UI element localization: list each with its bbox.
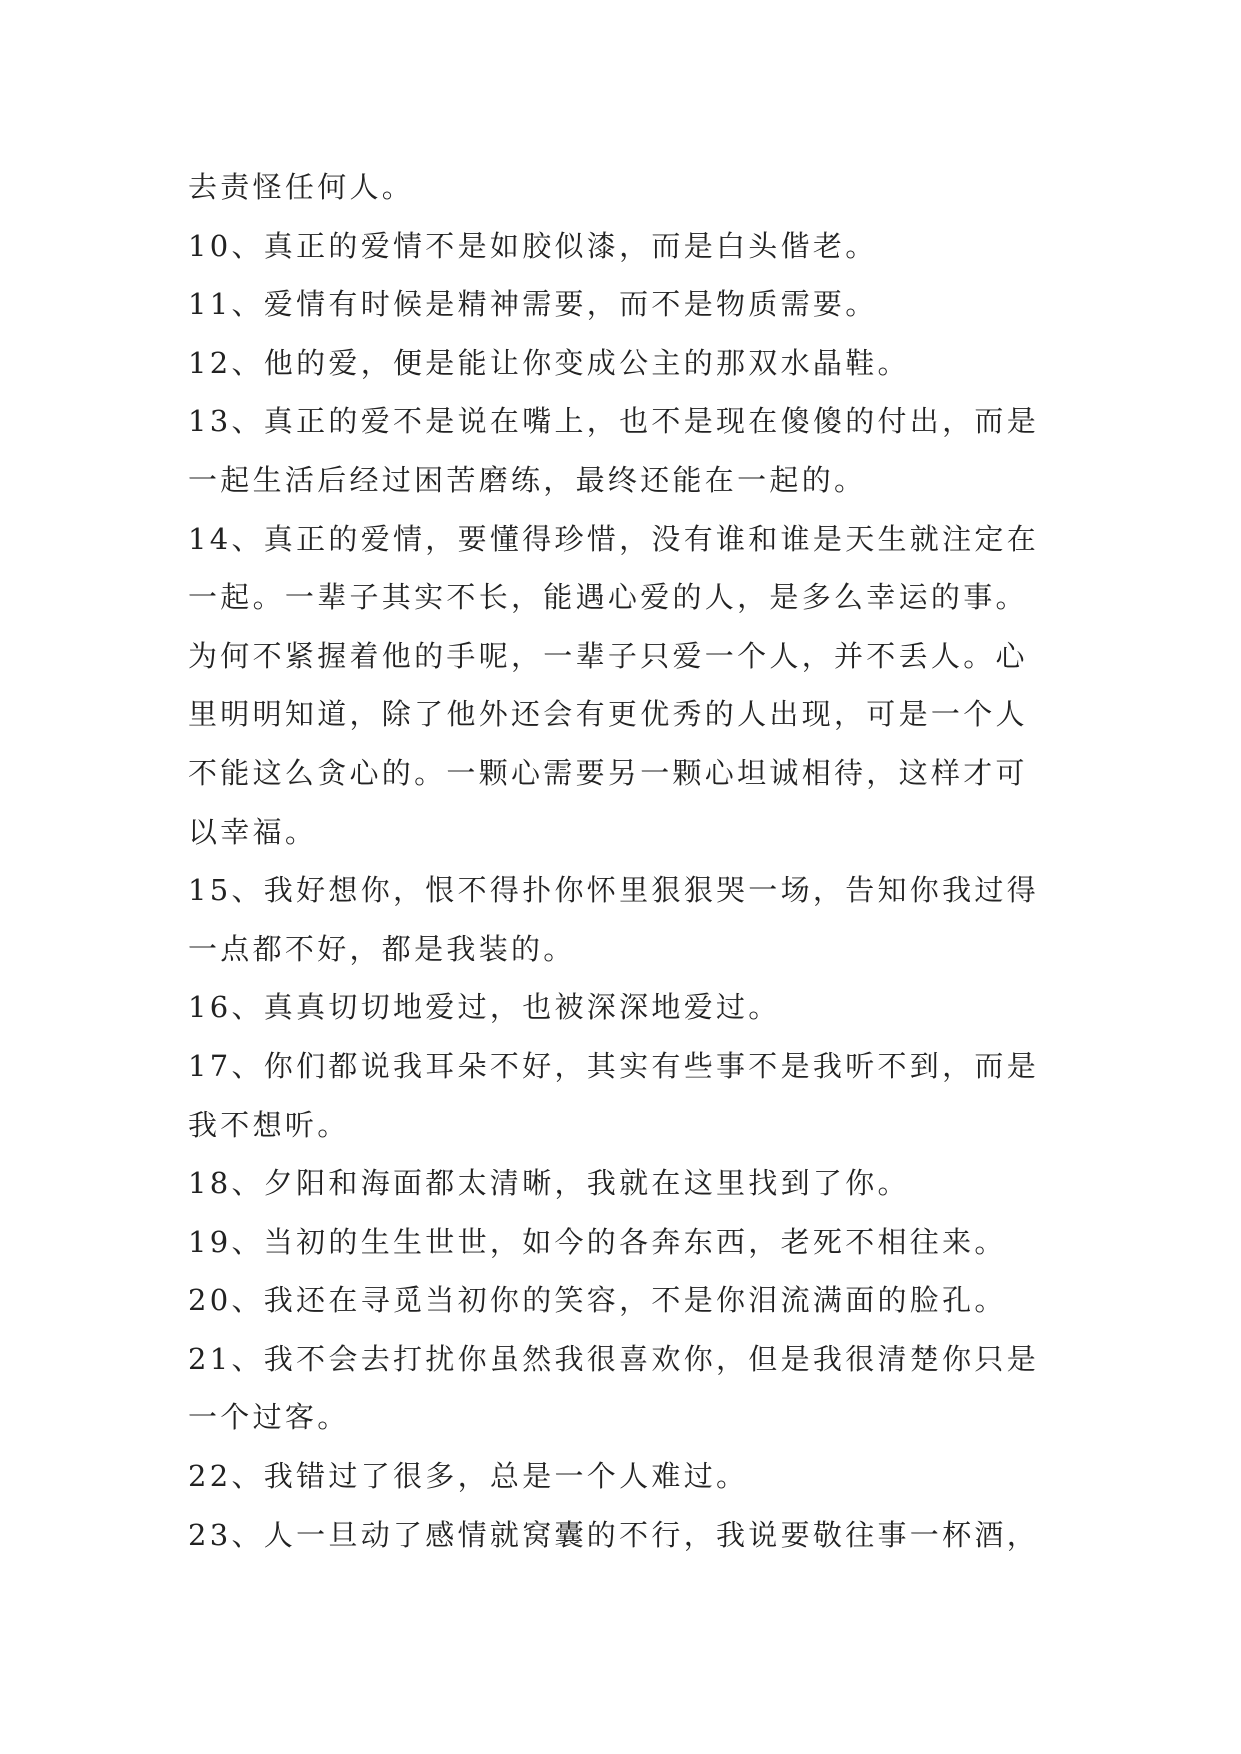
text-line: 一个过客。 — [188, 1400, 350, 1435]
text-line: 11、爱情有时候是精神需要，而不是物质需要。 — [188, 287, 878, 322]
text-line: 15、我好想你，恨不得扑你怀里狠狠哭一场，告知你我过得 — [188, 873, 1040, 908]
text-line: 为何不紧握着他的手呢，一辈子只爱一个人，并不丢人。心 — [188, 638, 1028, 673]
text-line: 18、夕阳和海面都太清晰，我就在这里找到了你。 — [188, 1166, 910, 1201]
text-line: 14、真正的爱情，要懂得珍惜，没有谁和谁是天生就注定在 — [188, 521, 1040, 556]
text-line: 13、真正的爱不是说在嘴上，也不是现在傻傻的付出，而是 — [188, 404, 1040, 439]
document-body — [188, 158, 1088, 1564]
text-line: 一点都不好，都是我装的。 — [188, 931, 576, 966]
text-line: 23、人一旦动了感情就窝囊的不行，我说要敬往事一杯酒， — [188, 1517, 1040, 1552]
text-line: 一起。一辈子其实不长，能遇心爱的人，是多么幸运的事。 — [188, 580, 1028, 615]
text-line: 17、你们都说我耳朵不好，其实有些事不是我听不到，而是 — [188, 1048, 1040, 1083]
text-line: 21、我不会去打扰你虽然我很喜欢你，但是我很清楚你只是 — [188, 1341, 1040, 1376]
text-line: 10、真正的爱情不是如胶似漆，而是白头偕老。 — [188, 228, 878, 263]
text-line: 一起生活后经过困苦磨练，最终还能在一起的。 — [188, 462, 867, 497]
text-line: 20、我还在寻觅当初你的笑容，不是你泪流满面的脸孔。 — [188, 1283, 1007, 1318]
text-line: 去责怪任何人。 — [188, 170, 415, 204]
text-line: 我不想听。 — [188, 1107, 350, 1142]
text-line: 19、当初的生生世世，如今的各奔东西，老死不相往来。 — [188, 1224, 1007, 1259]
text-line: 以幸福。 — [188, 814, 318, 849]
text-line: 12、他的爱，便是能让你变成公主的那双水晶鞋。 — [188, 345, 910, 380]
text-line: 16、真真切切地爱过，也被深深地爱过。 — [188, 990, 781, 1025]
text-line: 里明明知道，除了他外还会有更优秀的人出现，可是一个人 — [188, 697, 1028, 732]
text-line: 22、我错过了很多，总是一个人难过。 — [188, 1459, 749, 1494]
text-line: 不能这么贪心的。一颗心需要另一颗心坦诚相待，这样才可 — [188, 755, 1028, 790]
